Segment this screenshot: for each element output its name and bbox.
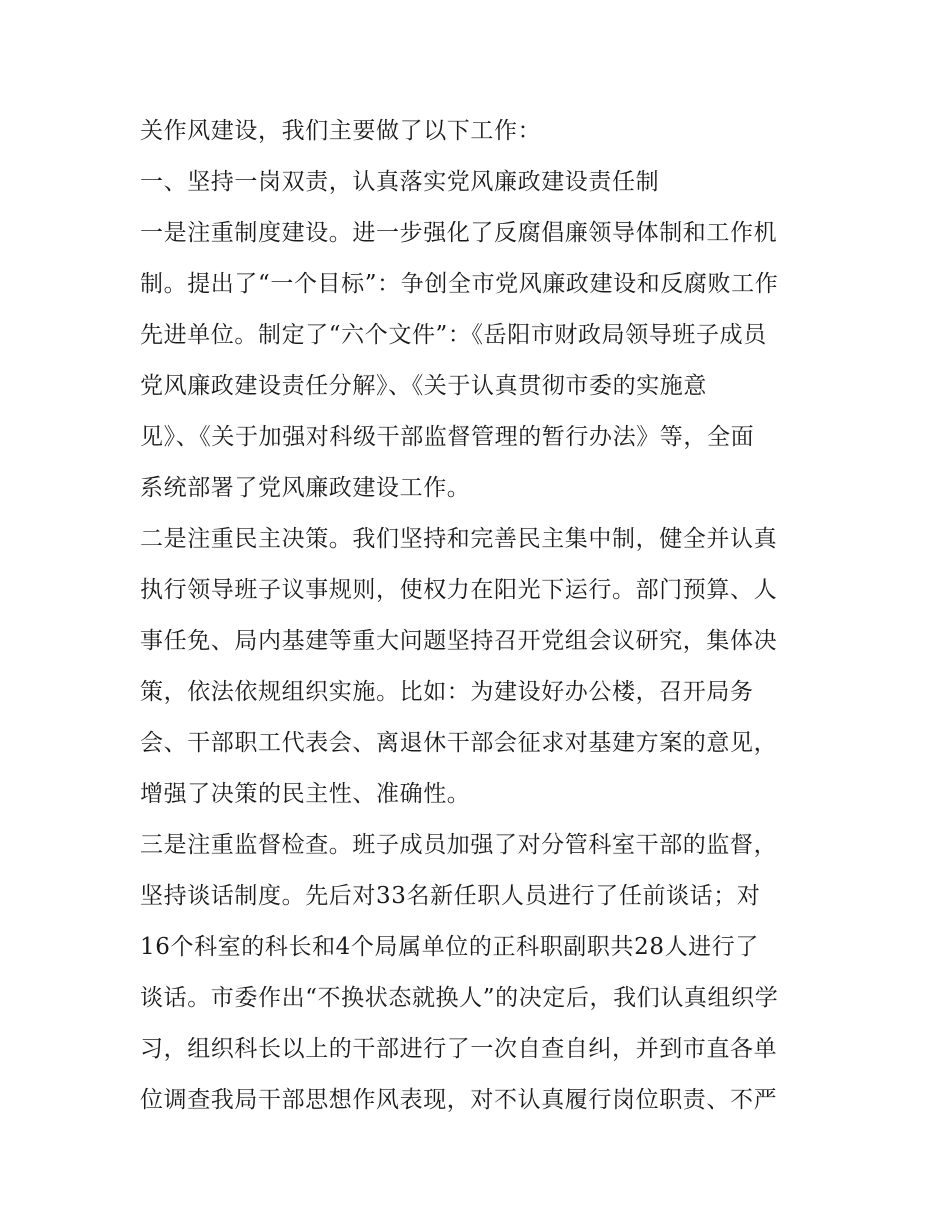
- text-line: 党风廉政建设责任分解》、《关于认真贯彻市委的实施意: [140, 373, 707, 399]
- section-heading: 一、坚持一岗双责，认真落实党风廉政建设责任制: [140, 169, 660, 195]
- text-line: 策，依法依规组织实施。比如：为建设好办公楼，召开局务: [140, 679, 754, 705]
- document-body: [140, 106, 820, 1126]
- text-line: 事任免、局内基建等重大问题坚持召开党组会议研究，集体决: [140, 628, 778, 654]
- text-line: 系统部署了党风廉政建设工作。: [140, 475, 471, 501]
- text-line: 一是注重制度建设。进一步强化了反腐倡廉领导体制和工作机: [140, 220, 778, 246]
- text-line: 16个科室的科长和4个局属单位的正科职副职共28人进行了: [140, 934, 759, 960]
- text-line: 习，组织科长以上的干部进行了一次自查自纠，并到市直各单: [140, 1036, 778, 1062]
- text-line: 坚持谈话制度。先后对33名新任职人员进行了任前谈话；对: [140, 883, 761, 909]
- text-line: 位调查我局干部思想作风表现，对不认真履行岗位职责、不严: [140, 1087, 778, 1113]
- text-line: 制。提出了“一个目标”：争创全市党风廉政建设和反腐败工作: [140, 271, 779, 297]
- text-line: 见》、《关于加强对科级干部监督管理的暂行办法》等，全面: [140, 424, 755, 450]
- text-line: 三是注重监督检查。班子成员加强了对分管科室干部的监督，: [140, 832, 778, 858]
- text-line: 会、干部职工代表会、离退休干部会征求对基建方案的意见，: [140, 730, 778, 756]
- text-line: 谈话。市委作出“不换状态就换人”的决定后，我们认真组织学: [140, 985, 779, 1011]
- text-line: 关作风建设，我们主要做了以下工作：: [140, 118, 542, 144]
- text-line: 增强了决策的民主性、准确性。: [140, 781, 471, 807]
- text-line: 执行领导班子议事规则，使权力在阳光下运行。部门预算、人: [140, 577, 778, 603]
- text-line: 二是注重民主决策。我们坚持和完善民主集中制，健全并认真: [140, 526, 778, 552]
- text-line: 先进单位。制定了“六个文件”：《岳阳市财政局领导班子成员: [140, 322, 767, 348]
